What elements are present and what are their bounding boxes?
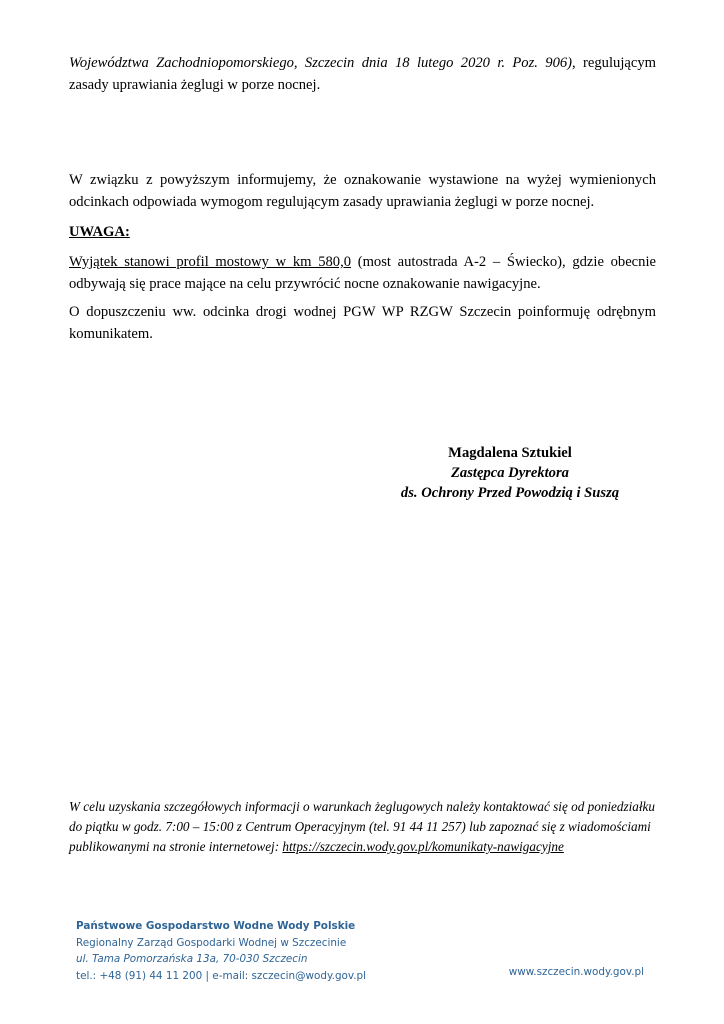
navigation-notices-link[interactable]: https://szczecin.wody.gov.pl/komunikaty-nawigacyjne	[282, 839, 564, 854]
paragraph-exception-line-1: Wyjątek stanowi profil mostowy w km 580,0 (most autostrada A-2 – Świecko), gdzie obecnie	[69, 254, 656, 270]
intro-paragraph	[69, 52, 656, 96]
info-line-3: publikowanymi na stronie internetowej: https://szczecin.wody.gov.pl/komunikaty-nawigacyjne	[69, 839, 564, 854]
paragraph-exception-line-2: odbywają się prace mające na celu przywrócić nocne oznakowanie nawigacyjne.	[69, 276, 541, 292]
signature-block	[360, 443, 660, 503]
intro-line-2: zasady uprawiania żeglugi w porze nocnej.	[69, 77, 321, 93]
footer-website-link[interactable]: www.szczecin.wody.gov.pl	[508, 966, 644, 978]
footer-org-name: Państwowe Gospodarstwo Wodne Wody Polskie	[76, 920, 356, 932]
footer-contact: tel.: +48 (91) 44 11 200 | e-mail: szczecin@wody.gov.pl	[76, 969, 367, 982]
footer-street-address: ul. Tama Pomorzańska 13a, 70-030 Szczecin	[76, 953, 308, 965]
signatory-title: Zastępca Dyrektora	[451, 465, 569, 481]
signatory-department: ds. Ochrony Przed Powodzią i Suszą	[400, 485, 620, 501]
paragraph-notice-line-1: O dopuszczeniu ww. odcinka drogi wodnej PGW WP RZGW Szczecin poinformuję odrębnym	[69, 304, 656, 320]
paragraph-notice-line-2: komunikatem.	[69, 326, 153, 342]
paragraph-info-line-1: W związku z powyższym informujemy, że oznakowanie wystawione na wyżej wymienionych	[69, 172, 656, 188]
uwaga-heading: UWAGA:	[69, 224, 130, 240]
footer-address	[76, 918, 366, 984]
contact-info-paragraph	[69, 797, 659, 857]
info-line-2: do piątku w godz. 7:00 – 15:00 z Centrum Operacyjnym (tel. 91 44 11 257) lub zapoznać się z wiadomościami	[69, 819, 651, 834]
paragraph-notice	[69, 301, 656, 345]
intro-line-1: Województwa Zachodniopomorskiego, Szczecin dnia 18 lutego 2020 r. Poz. 906), regulującym	[69, 55, 656, 71]
paragraph-info-line-2: odcinkach odpowiada wymogom regulującym zasady uprawiania żeglugi w porze nocnej.	[69, 194, 595, 210]
signatory-name: Magdalena Sztukiel	[448, 445, 572, 461]
paragraph-info	[69, 169, 656, 213]
footer-region: Regionalny Zarząd Gospodarki Wodnej w Szczecinie	[76, 936, 347, 949]
info-line-1: W celu uzyskania szczegółowych informacji o warunkach żeglugowych należy kontaktować się od poniedziałku	[69, 799, 656, 814]
paragraph-exception	[69, 251, 656, 295]
